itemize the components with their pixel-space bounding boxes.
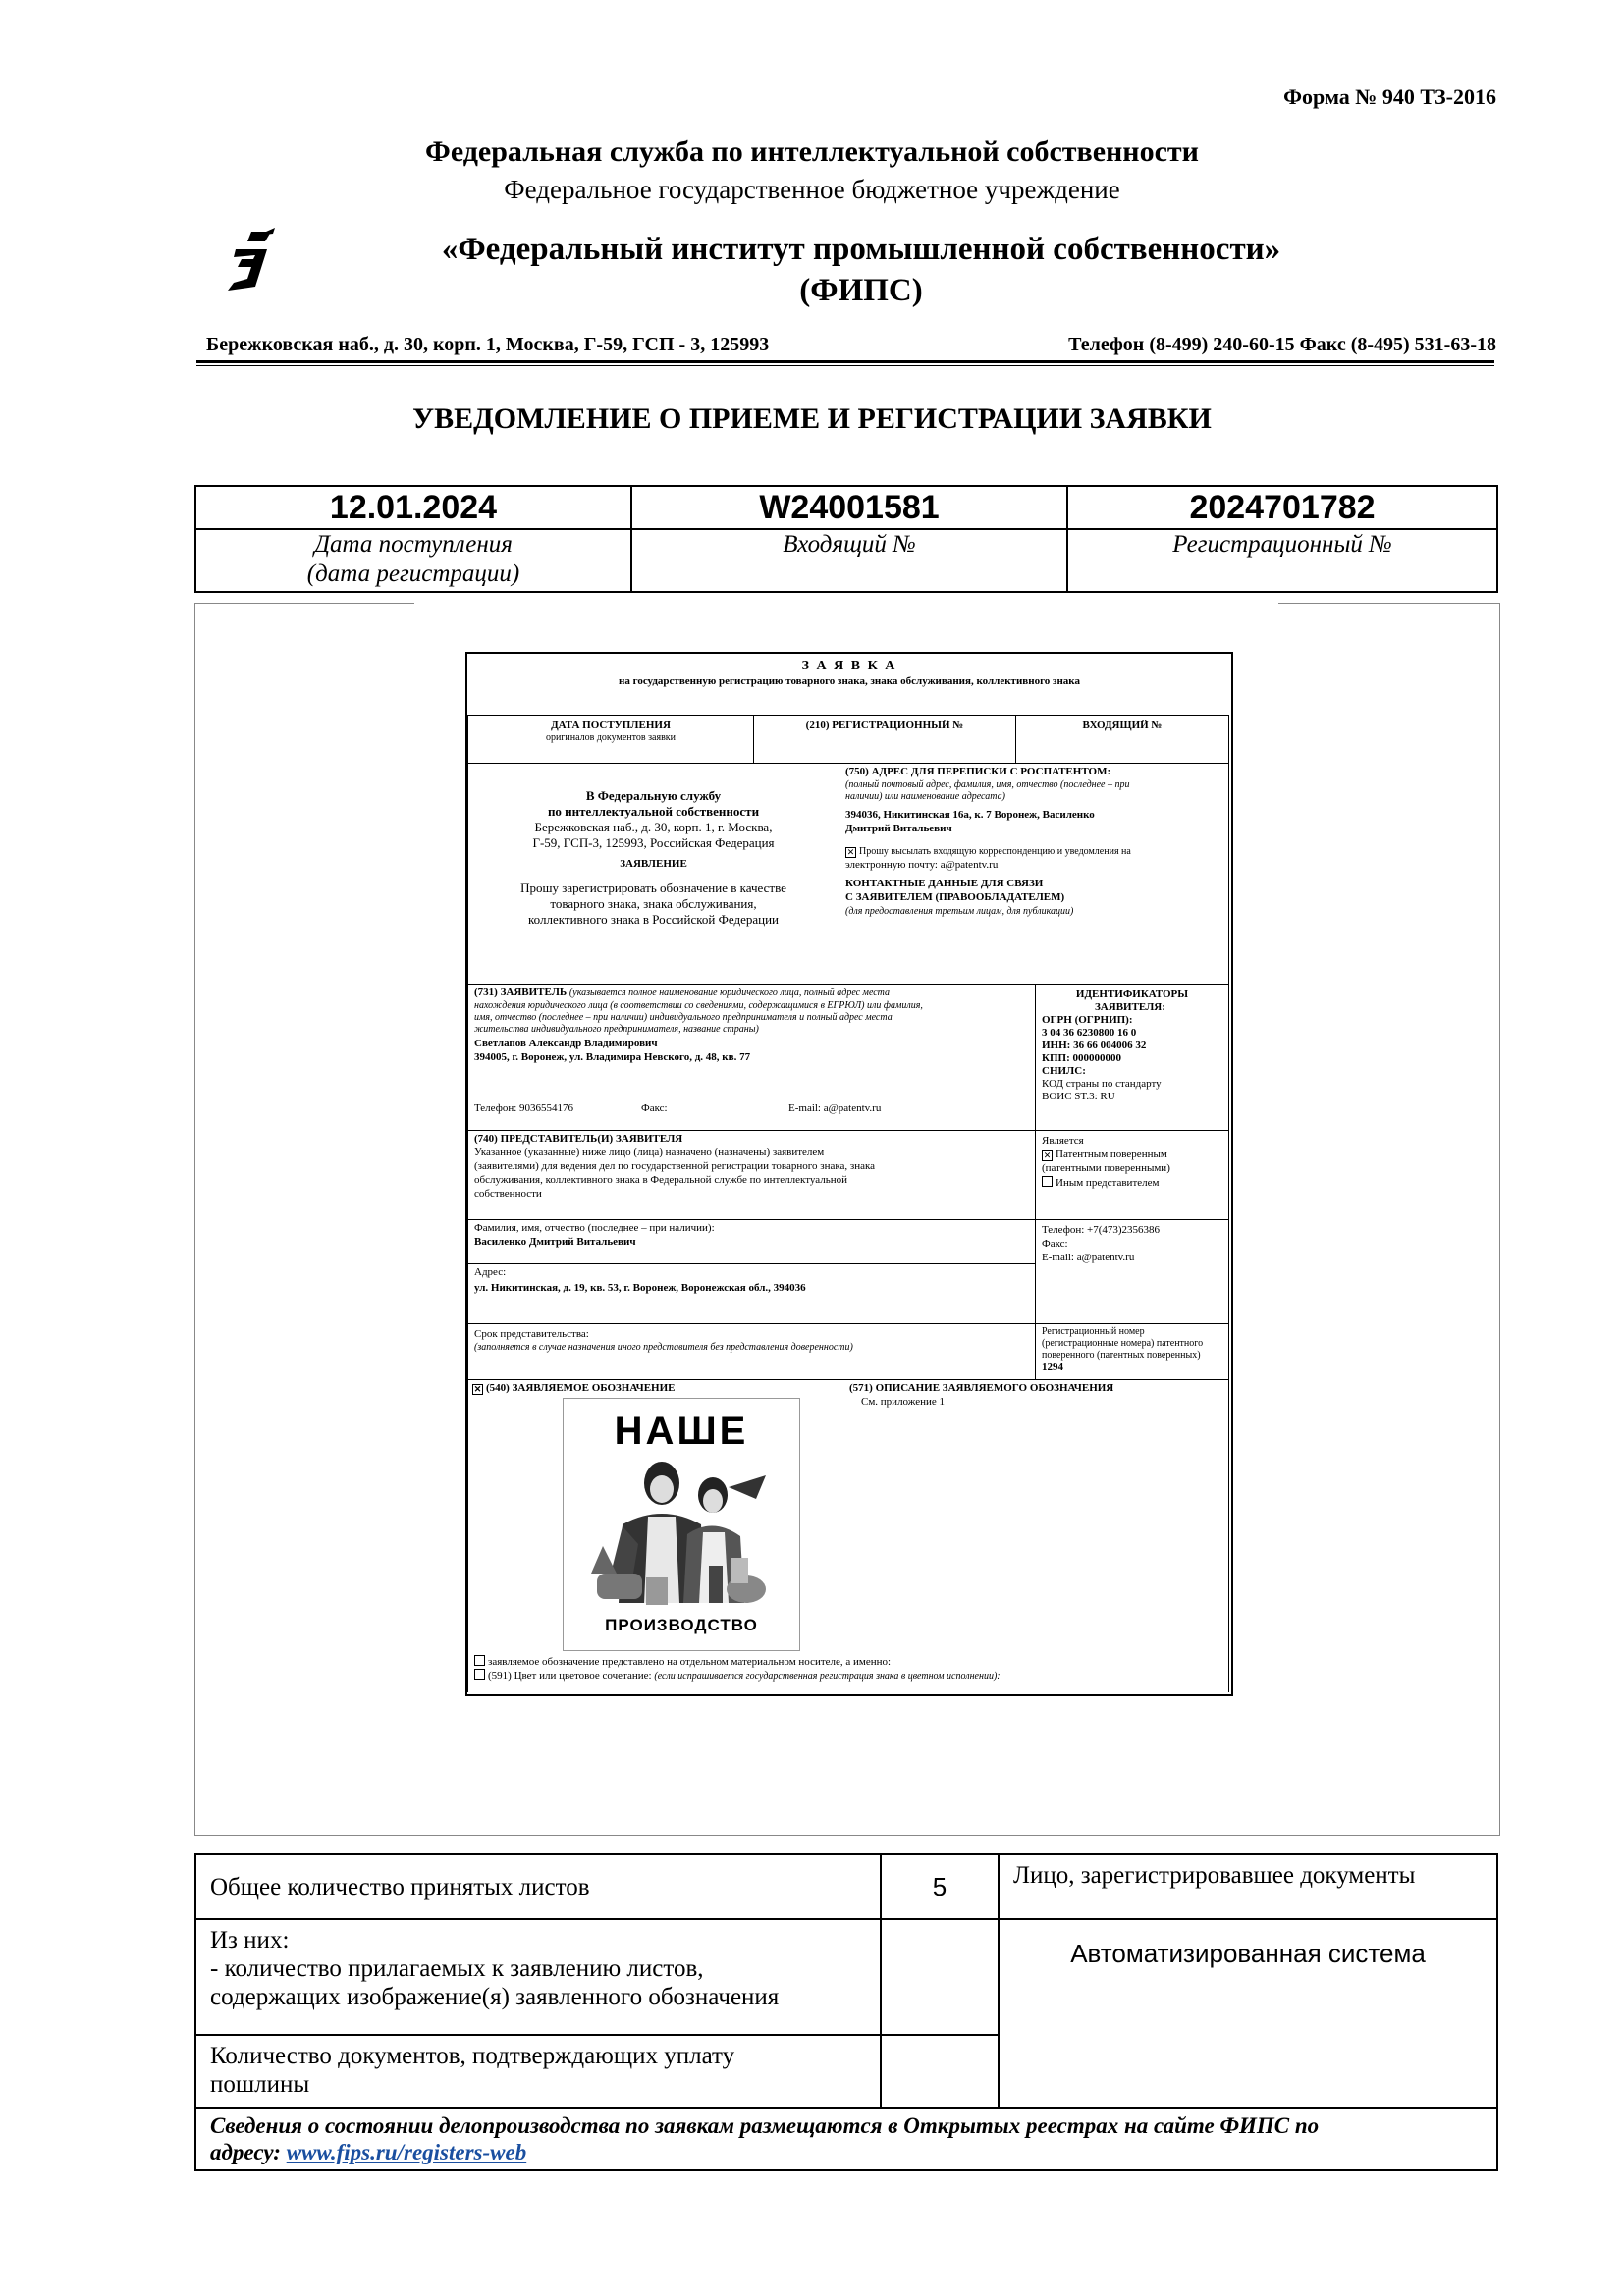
of-them-line3: содержащих изображение(я) заявленного обозначения [210,1984,780,2010]
fee-docs-line2: пошлины [210,2071,310,2098]
app-color-row [474,1669,1001,1682]
app-attorney-reg3: поверенного (патентных поверенных) [1042,1350,1201,1361]
app-rep-opt2-label: Иным представителем [1056,1177,1160,1189]
app-rep-opt2 [1042,1176,1159,1190]
receipt-date-label [195,529,631,592]
of-them-line2: - количество прилагаемых к заявлению листов, [210,1955,704,1982]
app-term-cell [467,1323,1036,1380]
app-color-label: (591) Цвет или цветовое сочетание: [488,1670,652,1682]
receipt-date-value: 12.01.2024 [195,486,631,529]
app-contact-hint: (для предоставления третьим лицам, для публикации) [845,906,1074,917]
frame-gap [414,603,1278,605]
org-subtitle: Федеральное государственное бюджетное учреждение [504,175,1120,204]
app-corr-hint2: наличии) или наименование адресата) [845,791,1005,802]
incoming-number-label: Входящий № [631,529,1067,592]
app-contact-label1: КОНТАКТНЫЕ ДАННЫЕ ДЛЯ СВЯЗИ [845,878,1044,889]
attached-sheets-label [195,1919,881,2035]
total-sheets-value: 5 [881,1854,999,1919]
receipt-date-label-line1: Дата поступления [314,531,513,558]
app-statement-label: ЗАЯВЛЕНИЕ [620,858,687,870]
app-country-code2: ВОИС ST.3: RU [1042,1091,1115,1102]
header-divider [196,360,1494,363]
app-desc-label: (571) ОПИСАНИЕ ЗАЯВЛЯЕМОГО ОБОЗНАЧЕНИЯ [849,1382,1114,1394]
app-mark-label-row [472,1382,676,1395]
header-divider-thin [196,365,1494,366]
checkbox-icon [474,1669,485,1680]
app-email-opt1: Прошу высылать входящую корреспонденцию и уведомления на [859,846,1131,857]
checked-box-icon: ✕ [473,1384,482,1394]
application-document [465,652,1233,1696]
app-rep-address: ул. Никитинская, д. 19, кв. 53, г. Воронеж, Воронежская обл., 394036 [474,1282,806,1294]
app-attorney-reg1: Регистрационный номер [1042,1326,1145,1337]
app-applicant-name: Светлапов Александр Владимирович [474,1038,658,1049]
app-attorney-reg2: (регистрационные номера) патентного [1042,1338,1204,1349]
app-applicant-hint2: нахождения юридического лица (в соответствии со сведениями, содержащимися в ЕГРЮЛ) или фамилия, [474,1000,923,1011]
app-rep-type-cell [1035,1130,1229,1220]
app-statement-line2: товарного знака, знака обслуживания, [550,896,757,911]
app-addressee-cell [467,763,839,985]
app-to-line1: В Федеральную службу [585,788,722,803]
trademark-image [563,1398,800,1651]
app-separate-medium [474,1655,891,1669]
app-corr-label: (750) АДРЕС ДЛЯ ПЕРЕПИСКИ С РОСПАТЕНТОМ: [845,766,1111,777]
institute-phone: Телефон (8-499) 240-60-15 Факс (8-495) 531-63-18 [1068,334,1496,355]
app-to-line4: Г-59, ГСП-3, 125993, Российская Федерация [532,835,775,850]
app-rep-text1: Указанное (указанные) ниже лицо (лица) назначено (назначены) заявителем [474,1147,825,1158]
app-attorney-reg-cell [1035,1323,1229,1380]
of-them-line1: Из них: [210,1927,290,1953]
app-applicant-hint4: жительства индивидуального предпринимателя, название страны) [474,1024,759,1035]
app-country-code1: КОД страны по стандарту [1042,1078,1162,1090]
app-rep-opt1 [1042,1148,1167,1161]
app-rep-text2: (заявителями) для ведения дел по государственной регистрации товарного знака, знака [474,1160,876,1172]
app-rep-name: Василенко Дмитрий Витальевич [474,1236,636,1248]
app-reg-number-cell [753,715,1016,764]
app-applicant-hint3: имя, отчество (последнее – при наличии) индивидуального предпринимателя и полный адрес места [474,1012,893,1023]
app-incoming-label: ВХОДЯЩИЙ № [1082,720,1163,731]
app-color-hint: (если испрашивается государственная регистрация знака в цветном исполнении): [654,1671,1001,1682]
app-corr-address2: Дмитрий Витальевич [845,823,952,834]
app-rep-opt1b: (патентными поверенными) [1042,1162,1170,1174]
app-correspondence-cell [839,763,1229,985]
app-representative-cell [467,1130,1036,1220]
app-identifiers-cell [1035,984,1229,1131]
app-term-label: Срок представительства: [474,1328,589,1340]
app-applicant-header [474,987,890,999]
registered-by-label: Лицо, зарегистрировавшее документы [999,1854,1497,1919]
registration-number-value: 2024701782 [1067,486,1497,529]
attached-sheets-value [881,1919,999,2035]
app-corr-address1: 394036, Никитинская 16а, к. 7 Воронеж, Василенко [845,809,1095,821]
app-rep-fax: Факс: [1042,1238,1068,1250]
app-applicant-hint1: (указывается полное наименование юридического лица, полный адрес места [568,988,891,998]
app-corr-hint1: (полный почтовый адрес, фамилия, имя, отчество (последнее – при [845,779,1130,790]
app-applicant-cell [467,984,1036,1131]
trademark-text-top: НАШЕ [614,1410,749,1453]
org-name: Федеральная служба по интеллектуальной собственности [425,135,1199,168]
app-separate-medium-label: заявляемое обозначение представлено на отдельном материальном носителе, а именно: [488,1656,892,1668]
app-rep-name-label: Фамилия, имя, отчество (последнее – при наличии): [474,1222,715,1234]
app-rep-text3: обслуживания, коллективного знака в Федеральной службе по интеллектуальной [474,1174,848,1186]
app-receipt-date-label: ДАТА ПОСТУПЛЕНИЯ [551,720,671,731]
incoming-number-value: W24001581 [631,486,1067,529]
app-applicant-address: 394005, г. Воронеж, ул. Владимира Невского, д. 48, кв. 77 [474,1051,751,1063]
app-applicant-phone: Телефон: 9036554176 [474,1102,574,1114]
app-applicant-label: (731) ЗАЯВИТЕЛЬ [474,987,568,998]
app-ids-label2: ЗАЯВИТЕЛЯ: [1095,1001,1165,1013]
app-mark-cell [467,1379,1229,1692]
app-rep-label: (740) ПРЕДСТАВИТЕЛЬ(И) ЗАЯВИТЕЛЯ [474,1133,683,1145]
workers-illustration-icon [583,1456,780,1613]
app-rep-address-label: Адрес: [474,1266,507,1278]
app-ogrn-label: ОГРН (ОГРНИП): [1042,1014,1133,1026]
app-email-option [845,846,1131,858]
stats-table [194,1853,1498,2171]
app-incoming-cell [1015,715,1229,764]
registry-note [195,2108,1497,2170]
app-statement-line1: Прошу зарегистрировать обозначение в качестве [520,881,786,895]
form-number: Форма № 940 ТЗ-2016 [1283,84,1496,109]
app-to-line2: по интеллектуальной собственности [547,804,760,819]
registry-note-text: Сведения о состоянии делопроизводства по заявкам размещаются в Открытых реестрах на сайте ФИПС по [210,2113,1320,2138]
app-applicant-email: E-mail: a@patentv.ru [788,1102,882,1114]
app-contact-label2: С ЗАЯВИТЕЛЕМ (ПРАВООБЛАДАТЕЛЕМ) [845,891,1065,903]
app-reg-number-label: (210) РЕГИСТРАЦИОННЫЙ № [805,720,964,731]
fips-registry-link[interactable]: www.fips.ru/registers-web [286,2140,527,2164]
institute-address: Бережковская наб., д. 30, корп. 1, Москва, Г-59, ГСП - 3, 125993 [206,334,770,355]
app-mark-label: (540) ЗАЯВЛЯЕМОЕ ОБОЗНАЧЕНИЕ [486,1382,676,1394]
app-rep-name-cell [467,1219,1036,1264]
app-rep-is: Является [1042,1135,1084,1147]
fips-logo-icon [222,228,281,294]
app-term-hint: (заполняется в случае назначения иного представителя без представления доверенности) [474,1342,853,1353]
registry-note-address-label: адресу: [210,2140,281,2164]
app-subtitle: на государственную регистрацию товарного знака, знака обслуживания, коллективного знака [619,675,1080,687]
app-rep-opt1-label: Патентным поверенным [1056,1148,1167,1160]
app-attorney-reg-number: 1294 [1042,1362,1063,1373]
notice-title: УВЕДОМЛЕНИЕ О ПРИЕМЕ И РЕГИСТРАЦИИ ЗАЯВКИ [412,402,1212,435]
app-statement-line3: коллективного знака в Российской Федерации [528,912,779,927]
checked-box-icon: ✕ [846,847,855,857]
app-email-opt2: электронную почту: a@patentv.ru [845,859,999,871]
checked-box-icon: ✕ [1043,1150,1052,1160]
app-rep-email: E-mail: a@patentv.ru [1042,1252,1135,1263]
app-rep-phone: Телефон: +7(473)2356386 [1042,1224,1161,1236]
app-inn: ИНН: 36 66 004006 32 [1042,1040,1147,1051]
app-rep-text4: собственности [474,1188,542,1200]
institute-abbreviation: (ФИПС) [799,273,923,308]
trademark-text-bottom: ПРОИЗВОДСТВО [605,1616,758,1634]
registered-by-value: Автоматизированная система [999,1919,1497,2108]
app-title: З А Я В К А [801,659,897,673]
fee-documents-value [881,2035,999,2108]
registration-table [194,485,1498,593]
fee-documents-label [195,2035,881,2108]
app-receipt-date-sub: оригиналов документов заявки [545,732,677,743]
checkbox-icon [474,1655,485,1666]
app-applicant-fax: Факс: [641,1102,668,1114]
registration-number-label: Регистрационный № [1067,529,1497,592]
receipt-date-label-line2: (дата регистрации) [306,561,520,587]
app-kpp: КПП: 000000000 [1042,1052,1122,1064]
fee-docs-line1: Количество документов, подтверждающих уплату [210,2043,735,2069]
app-snils: СНИЛС: [1042,1065,1086,1077]
institute-name: «Федеральный институт промышленной собственности» [441,232,1281,267]
app-ids-label1: ИДЕНТИФИКАТОРЫ [1075,988,1189,1000]
app-to-line3: Бережковская наб., д. 30, корп. 1, г. Москва, [534,820,773,834]
checkbox-icon [1042,1176,1053,1187]
total-sheets-label: Общее количество принятых листов [195,1854,881,1919]
app-rep-contacts-cell [1035,1219,1229,1324]
app-receipt-date-cell [467,715,754,764]
app-desc-value: См. приложение 1 [861,1396,946,1408]
app-rep-address-cell [467,1263,1036,1324]
app-ogrn-value: 3 04 36 6230800 16 0 [1042,1027,1137,1039]
